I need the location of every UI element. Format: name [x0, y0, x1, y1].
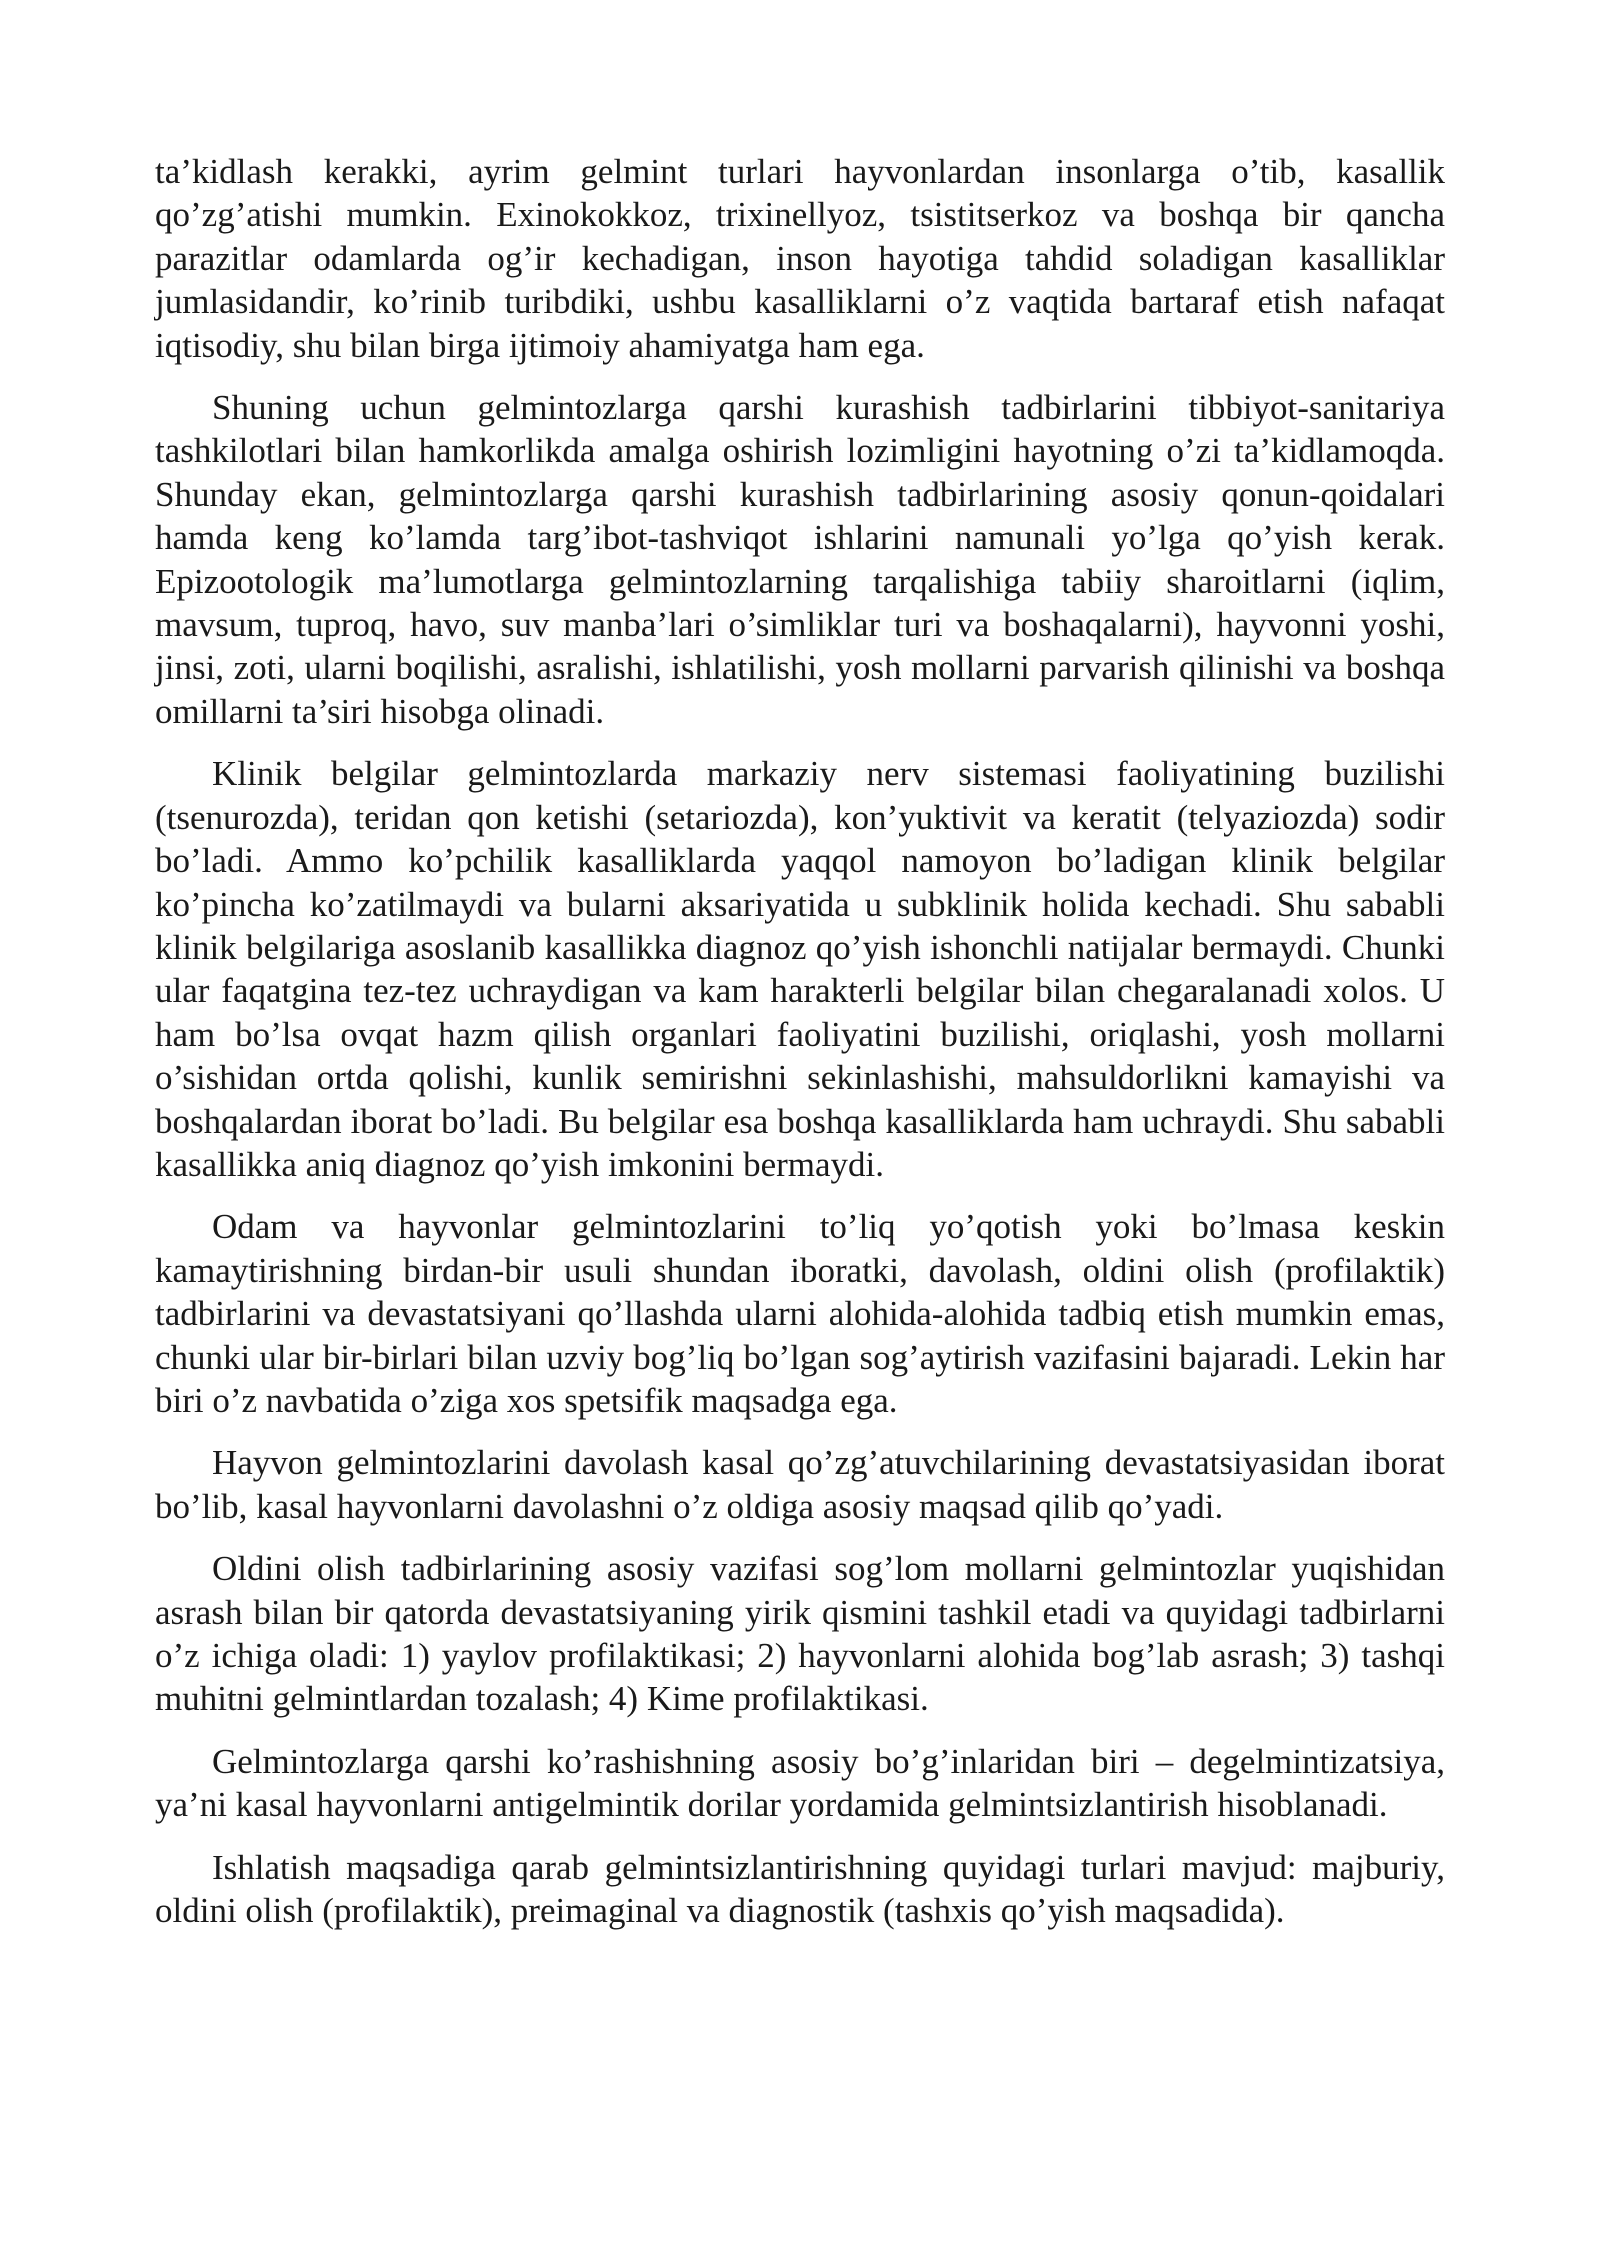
paragraph-4: Odam va hayvonlar gelmintozlarini to’liq yo’qotish yoki bo’lmasa keskin kamaytirishning birdan-bir usuli shundan iboratki, davolash, oldini olish (profilaktik) tadbirlarini va devastatsiyani qo’llashda ularni alohida-alohida tadbiq etish mumkin emas, chunki ular bir-birlari bilan uzviy bog’liq bo’lgan sog’aytirish vazifasini bajaradi. Lekin har biri o’z navbatida o’ziga xos spetsifik maqsadga ega. [155, 1207, 1445, 1420]
paragraph-1: ta’kidlash kerakki, ayrim gelmint turlari hayvonlardan insonlarga o’tib, kasallik qo’zg’atishi mumkin. Exinokokkoz, trixinellyoz, tsistitserkoz va boshqa bir qancha parazitlar odamlarda og’ir kechadigan, inson hayotiga tahdid soladigan kasalliklar jumlasidandir, ko’rinib turibdiki, ushbu kasalliklarni o’z vaqtida bartaraf etish nafaqat iqtisodiy, shu bilan birga ijtimoiy ahamiyatga ham ega. [155, 152, 1445, 365]
paragraph-8: Ishlatish maqsadiga qarab gelmintsizlantirishning quyidagi turlari mavjud: majburiy, oldini olish (profilaktik), preimaginal va diagnostik (tashxis qo’yish maqsadida). [155, 1847, 1445, 1931]
paragraph-3: Klinik belgilar gelmintozlarda markaziy nerv sistemasi faoliyatining buzilishi (tsenurozda), teridan qon ketishi (setariozda), kon’yuktivit va keratit (telyaziozda) sodir bo’ladi. Ammo ko’pchilik kasalliklarda yaqqol namoyon bo’ladigan klinik belgilar ko’pincha ko’zatilmaydi va bularni aksariyatida u subklinik holida kechadi. Shu sababli klinik belgilariga asoslanib kasallikka diagnoz qo’yish ishonchli natijalar bermaydi. Chunki ular faqatgina tez-tez uchraydigan va kam harakterli belgilar bilan chegaralanadi xolos. U ham bo’lsa ovqat hazm qilish organlari faoliyatini buzilishi, oriqlashi, yosh mollarni o’sishidan ortda qolishi, kunlik semirishni sekinlashishi, mahsuldorlikni kamayishi va boshqalardan iborat bo’ladi. Bu belgilar esa boshqa kasalliklarda ham uchraydi. Shu sababli kasallikka aniq diagnoz qo’yish imkonini bermaydi. [155, 754, 1445, 1184]
paragraph-7: Gelmintozlarga qarshi ko’rashishning asosiy bo’g’inlaridan biri – degelmintizatsiya, ya’ni kasal hayvonlarni antigelmintik dorilar yordamida gelmintsizlantirish hisoblanadi. [155, 1741, 1445, 1825]
paragraph-5: Hayvon gelmintozlarini davolash kasal qo’zg’atuvchilarining devastatsiyasidan iborat bo’lib, kasal hayvonlarni davolashni o’z oldiga asosiy maqsad qilib qo’yadi. [155, 1443, 1445, 1526]
paragraph-6: Oldini olish tadbirlarining asosiy vazifasi sog’lom mollarni gelmintozlar yuqishidan asrash bilan bir qatorda devastatsiyaning yirik qismini tashkil etadi va quyidagi tadbirlarni o’z ichiga oladi: 1) yaylov profilaktikasi; 2) hayvonlarni alohida bog’lab asrash; 3) tashqi muhitni gelmintlardan tozalash; 4) Kime profilaktikasi. [155, 1549, 1445, 1719]
paragraph-2: Shuning uchun gelmintozlarga qarshi kurashish tadbirlarini tibbiyot-sanitariya tashkilotlari bilan hamkorlikda amalga oshirish lozimligini hayotning o’zi ta’kidlamoqda. Shunday ekan, gelmintozlarga qarshi kurashish tadbirlarining asosiy qonun-qoidalari hamda keng ko’lamda targ’ibot-tashviqot ishlarini namunali yo’lga qo’yish kerak. Epizootologik ma’lumotlarga gelmintozlarning tarqalishiga tabiiy sharoitlarni (iqlim, mavsum, tuproq, havo, suv manba’lari o’simliklar turi va boshaqalarni), hayvonni yoshi, jinsi, zoti, ularni boqilishi, asralishi, ishlatilishi, yosh mollarni parvarish qilinishi va boshqa omillarni ta’siri hisobga olinadi. [155, 388, 1445, 731]
document-page [155, 150, 1445, 1951]
